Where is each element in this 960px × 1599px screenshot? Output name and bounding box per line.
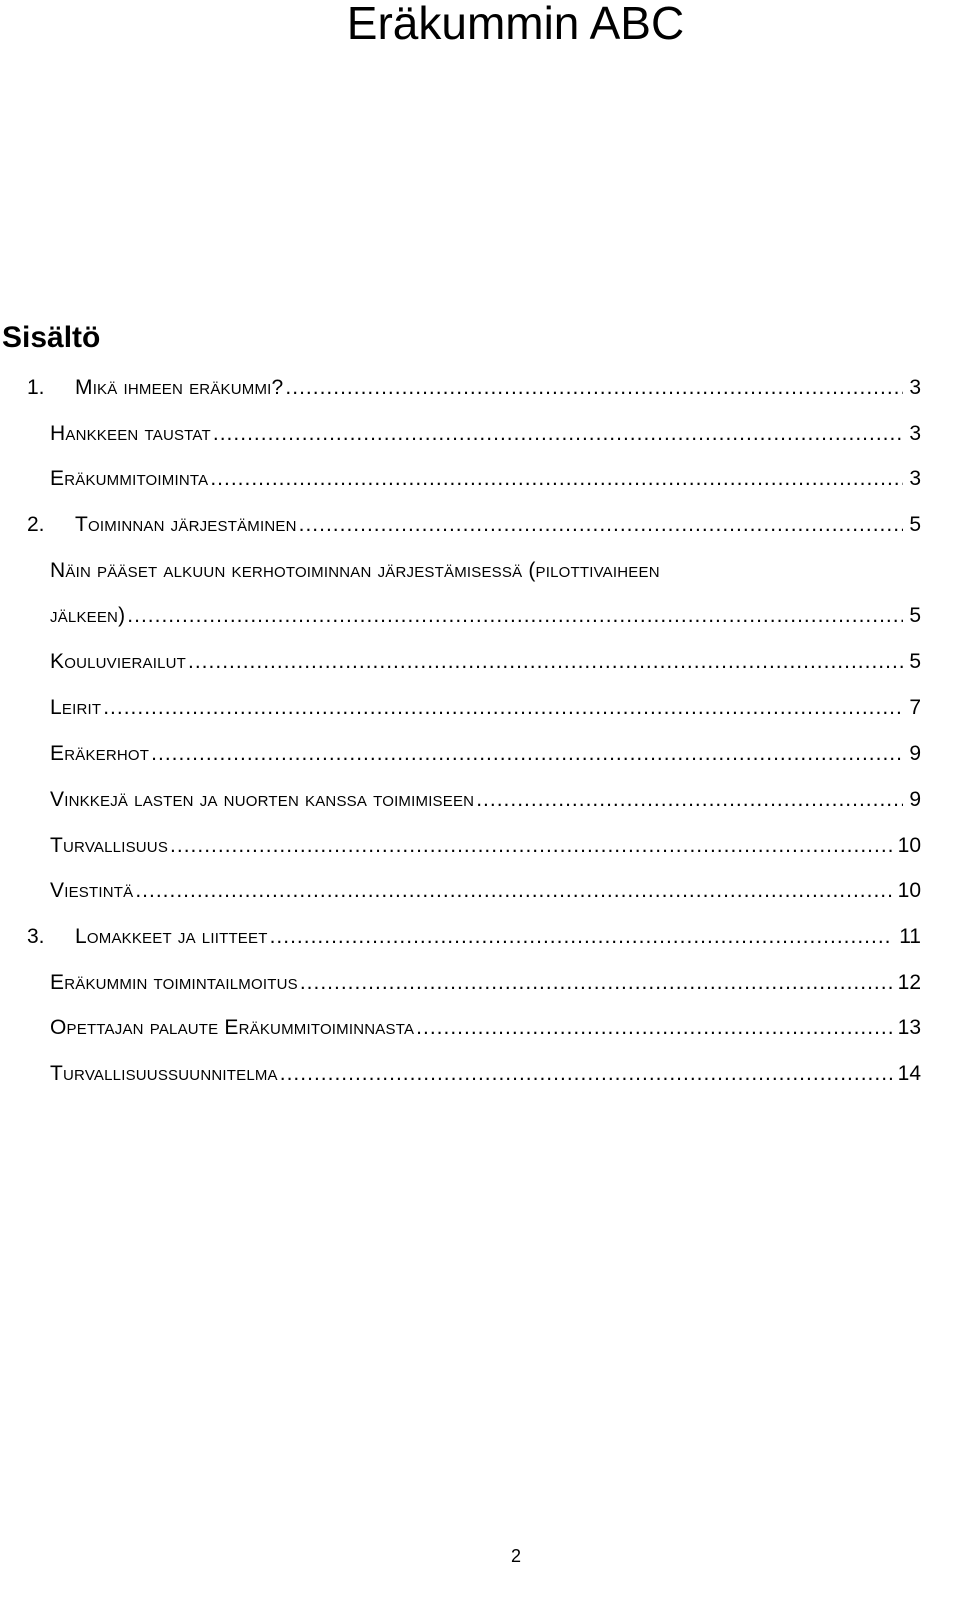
toc-leader-dots [170,826,892,866]
toc-entry-page: 7 [909,696,921,719]
toc-entry-page: 11 [899,925,921,948]
toc-entry-label: Mikä ihmeen eräkummi? [75,376,284,399]
toc-entry-kouluvierailut[interactable] [0,642,960,682]
toc-leader-dots [280,1054,892,1094]
toc-entry-label: Eräkummitoiminta [50,467,209,490]
toc-entry-page: 12 [897,971,921,994]
toc-entry-erakerhot[interactable] [0,734,960,774]
toc-entry-page: 5 [909,604,921,627]
toc-entry-label: Lomakkeet ja liitteet [75,925,268,948]
toc-entry-label: Turvallisuus [50,834,169,857]
toc-entry-turvallisuussuunnitelma[interactable] [0,1054,960,1094]
toc-leader-dots [285,368,903,408]
toc-entry-nain-paaset-alkuun[interactable] [0,551,960,591]
page-number: 2 [510,1546,521,1566]
toc-leader-dots [103,688,903,728]
toc-entry-number: 3. [27,925,45,948]
toc-entry-label: Kouluvierailut [50,650,187,673]
toc-leader-dots [270,917,894,957]
toc-leader-dots [476,780,903,820]
toc-entry-nain-paaset-alkuun-cont[interactable] [0,596,960,636]
toc-entry-label: Turvallisuussuunnitelma [50,1062,278,1085]
toc-entry-page: 10 [897,834,921,857]
toc-entry-page: 5 [909,650,921,673]
toc-leader-dots [151,734,903,774]
toc-entry-label: Eräkummin toimintailmoitus [50,971,298,994]
toc-entry-vinkkeja[interactable] [0,780,960,820]
toc-entry-page: 10 [897,879,921,902]
toc-leader-dots [127,596,903,636]
toc-entry-label: Opettajan palaute Eräkummitoiminnasta [50,1016,415,1039]
toc-leader-dots [299,505,904,545]
toc-entry-page: 9 [909,742,921,765]
toc-entry-leirit[interactable] [0,688,960,728]
toc-entry-label: Viestintä [50,879,134,902]
toc-entry-3[interactable] [0,917,960,957]
toc-entry-toimintailmoitus[interactable] [0,963,960,1003]
toc-entry-erakummitoiminta[interactable] [0,459,960,499]
toc-entry-label: Eräkerhot [50,742,150,765]
toc-entry-page: 13 [897,1016,921,1039]
toc-leader-dots [416,1008,891,1048]
toc-leader-dots [210,459,903,499]
toc-entry-hankkeen-taustat[interactable] [0,414,960,454]
toc-entry-page: 3 [909,467,921,490]
toc-leader-dots [188,642,903,682]
toc-entry-opettajan-palaute[interactable] [0,1008,960,1048]
toc-entry-viestinta[interactable] [0,871,960,911]
toc-leader-dots [300,963,892,1003]
toc-entry-page: 9 [909,788,921,811]
toc-leader-dots [213,414,903,454]
toc-entry-turvallisuus[interactable] [0,826,960,866]
toc-entry-label-continuation: jälkeen) [50,604,126,627]
toc-heading: Sisältö [2,321,101,354]
toc-entry-1[interactable] [0,368,960,408]
toc-entry-label: Hankkeen taustat [50,422,211,445]
toc-entry-page: 14 [897,1062,921,1085]
toc-entry-page: 5 [909,513,921,536]
toc-entry-2[interactable] [0,505,960,545]
toc-entry-label: Vinkkejä lasten ja nuorten kanssa toimimiseen [50,788,475,811]
toc-entry-number: 2. [27,513,45,536]
toc-entry-page: 3 [909,422,921,445]
toc-entry-label: Toiminnan järjestäminen [75,513,297,536]
toc-entry-page: 3 [909,376,921,399]
toc-entry-number: 1. [27,376,45,399]
document-title: Eräkummin ABC [346,0,685,49]
toc-entry-label: Näin pääset alkuun kerhotoiminnan järjestämisessä (pilottivaiheen [50,559,660,582]
toc-entry-label: Leirit [50,696,102,719]
toc-leader-dots [135,871,891,911]
